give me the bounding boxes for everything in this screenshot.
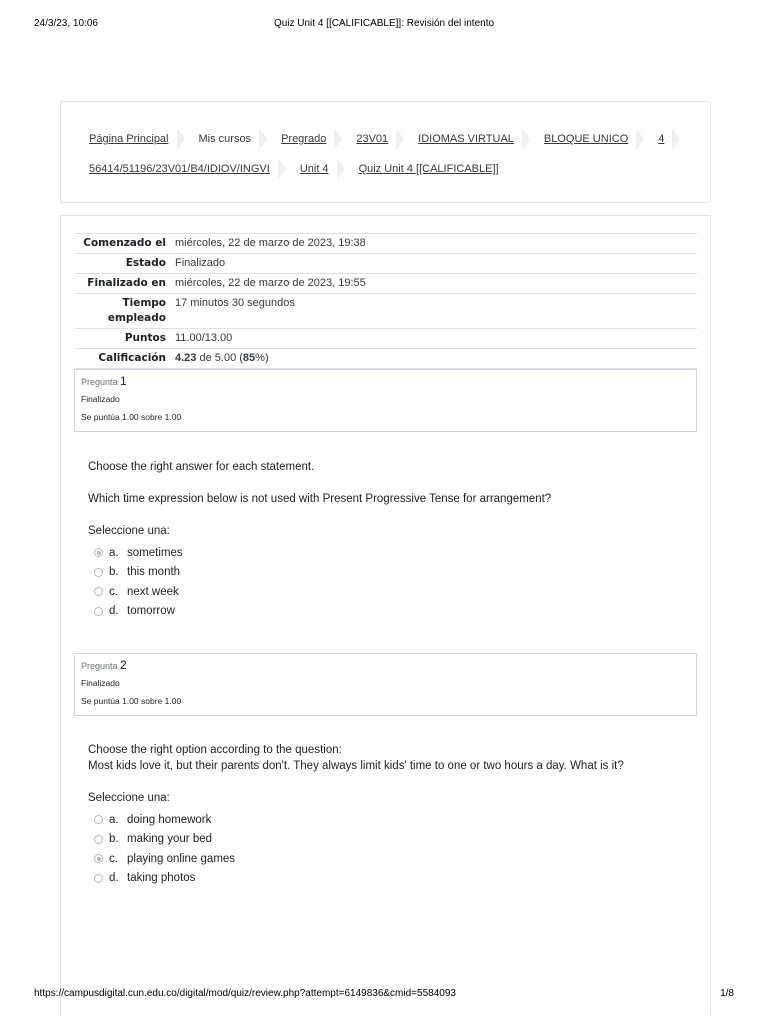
breadcrumb-home-link[interactable]: Página Principal (89, 133, 169, 145)
time-value: 17 minutos 30 segundos (175, 297, 295, 309)
breadcrumb-course-link[interactable]: 56414/51196/23V01/B4/IDIOV/INGVI (89, 163, 270, 175)
question-num: 2 (120, 658, 127, 672)
grade-label: Calificación (98, 352, 166, 364)
breadcrumb-pregrado-link[interactable]: Pregrado (281, 133, 327, 145)
option-text: tomorrow (127, 605, 175, 618)
breadcrumb-period-link[interactable]: 23V01 (356, 133, 389, 145)
print-page-number: 1/8 (720, 988, 734, 999)
option-letter: d. (109, 872, 119, 885)
summary-row-time (75, 294, 697, 329)
option-text: sometimes (127, 546, 183, 559)
summary-row-started (75, 234, 697, 254)
answer-option[interactable] (88, 543, 688, 563)
print-title: Quiz Unit 4 [[CALIFICABLE]]: Revisión del intento (273, 18, 495, 29)
breadcrumb-separator-icon (672, 128, 682, 150)
breadcrumb-separator-icon (334, 128, 344, 150)
started-label: Comenzado el (83, 237, 166, 249)
breadcrumb-row-2 (89, 154, 690, 184)
answer-options (88, 810, 688, 888)
question-instruction: Choose the right option according to the question: (88, 744, 342, 756)
breadcrumb (89, 124, 690, 184)
summary-row-points (75, 329, 697, 349)
option-letter: d. (109, 605, 119, 618)
answer-prompt: Seleccione una: (88, 792, 170, 804)
radio-icon[interactable] (94, 874, 103, 883)
answer-option[interactable] (88, 563, 688, 583)
time-label (75, 294, 175, 329)
points-value: 11.00/13.00 (175, 332, 233, 344)
option-text: playing online games (127, 852, 236, 865)
print-url: https://campusdigital.cun.edu.co/digital/mod/quiz/review.php?attempt=6149836&cmid=5584093 (34, 988, 456, 999)
radio-icon[interactable] (94, 587, 103, 596)
answer-option[interactable] (88, 810, 688, 830)
option-letter: a. (109, 813, 119, 826)
grade-percent: 85 (242, 352, 256, 364)
question-label: Pregunta (81, 661, 118, 671)
radio-icon[interactable] (94, 815, 103, 824)
question-1-content (88, 459, 688, 621)
breadcrumb-panel (60, 101, 711, 203)
breadcrumb-separator-icon (636, 128, 646, 150)
question-text: Which time expression below is not used with Present Progressive Tense for arrangement? (88, 493, 552, 505)
summary-row-grade (75, 349, 697, 369)
radio-icon[interactable] (94, 607, 103, 616)
option-text: making your bed (127, 833, 213, 846)
breadcrumb-idiomas-link[interactable]: IDIOMAS VIRTUAL (418, 133, 514, 145)
quiz-review-panel (60, 215, 711, 1015)
question-grade: Se puntúa 1.00 sobre 1.00 (81, 696, 182, 706)
option-letter: a. (109, 546, 119, 559)
attempt-summary-table (75, 233, 697, 369)
answer-option[interactable] (88, 602, 688, 622)
breadcrumb-quiz-link[interactable]: Quiz Unit 4 [[CALIFICABLE]] (358, 163, 499, 175)
breadcrumb-separator-icon (259, 128, 269, 150)
grade-paren-close: %) (255, 352, 269, 364)
finished-value: miércoles, 22 de marzo de 2023, 19:55 (175, 277, 366, 289)
finished-label: Finalizado en (87, 277, 166, 289)
breadcrumb-separator-icon (177, 128, 187, 150)
option-text: taking photos (127, 872, 196, 885)
print-header (34, 18, 734, 32)
breadcrumb-separator-icon (396, 128, 406, 150)
print-footer (34, 988, 734, 1002)
breadcrumb-unit-link[interactable]: Unit 4 (299, 163, 329, 175)
grade-score: 4.23 (175, 352, 197, 364)
breadcrumb-separator-icon (522, 128, 532, 150)
state-value: Finalizado (175, 257, 226, 269)
question-text: Most kids love it, but their parents don't. They always limit kids' time to one or two hours a day. What is it? (88, 760, 624, 772)
summary-row-state (75, 254, 697, 274)
option-letter: c. (109, 852, 118, 865)
option-text: next week (127, 585, 179, 598)
answer-options (88, 543, 688, 621)
radio-checked-icon[interactable] (94, 854, 103, 863)
question-number (81, 374, 690, 390)
question-2-content (88, 742, 688, 888)
question-grade: Se puntúa 1.00 sobre 1.00 (81, 412, 182, 422)
grade-value (175, 349, 697, 369)
breadcrumb-separator-icon (337, 158, 347, 180)
option-letter: b. (109, 566, 119, 579)
answer-option[interactable] (88, 869, 688, 889)
breadcrumb-separator-icon (278, 158, 288, 180)
option-letter: c. (109, 585, 118, 598)
time-label-line-2: empleado (107, 312, 166, 324)
question-num: 1 (120, 374, 127, 388)
grade-paren-open: ( (239, 352, 243, 364)
question-state: Finalizado (81, 678, 120, 688)
answer-prompt: Seleccione una: (88, 525, 170, 537)
option-text: this month (127, 566, 181, 579)
answer-option[interactable] (88, 830, 688, 850)
breadcrumb-level-link[interactable]: 4 (658, 133, 665, 145)
answer-option[interactable] (88, 582, 688, 602)
question-2-info (74, 653, 697, 716)
started-value: miércoles, 22 de marzo de 2023, 19:38 (175, 237, 366, 249)
points-label: Puntos (124, 332, 166, 344)
radio-icon[interactable] (94, 568, 103, 577)
question-label: Pregunta (81, 377, 118, 387)
time-label-line-1: Tiempo (122, 297, 166, 309)
breadcrumb-row-1 (89, 124, 690, 154)
answer-option[interactable] (88, 849, 688, 869)
breadcrumb-my-courses: Mis cursos (198, 133, 252, 145)
breadcrumb-bloque-link[interactable]: BLOQUE UNICO (543, 133, 629, 145)
question-state: Finalizado (81, 394, 120, 404)
radio-icon[interactable] (94, 835, 103, 844)
grade-of: de 5.00 (199, 352, 237, 364)
option-letter: b. (109, 833, 119, 846)
question-1-info (74, 369, 697, 432)
question-number (81, 658, 690, 674)
print-date: 24/3/23, 10:06 (34, 18, 98, 29)
option-text: doing homework (127, 813, 212, 826)
state-label: Estado (125, 257, 166, 269)
radio-checked-icon[interactable] (94, 548, 103, 557)
question-instruction: Choose the right answer for each statement. (88, 461, 315, 473)
summary-row-finished (75, 274, 697, 294)
